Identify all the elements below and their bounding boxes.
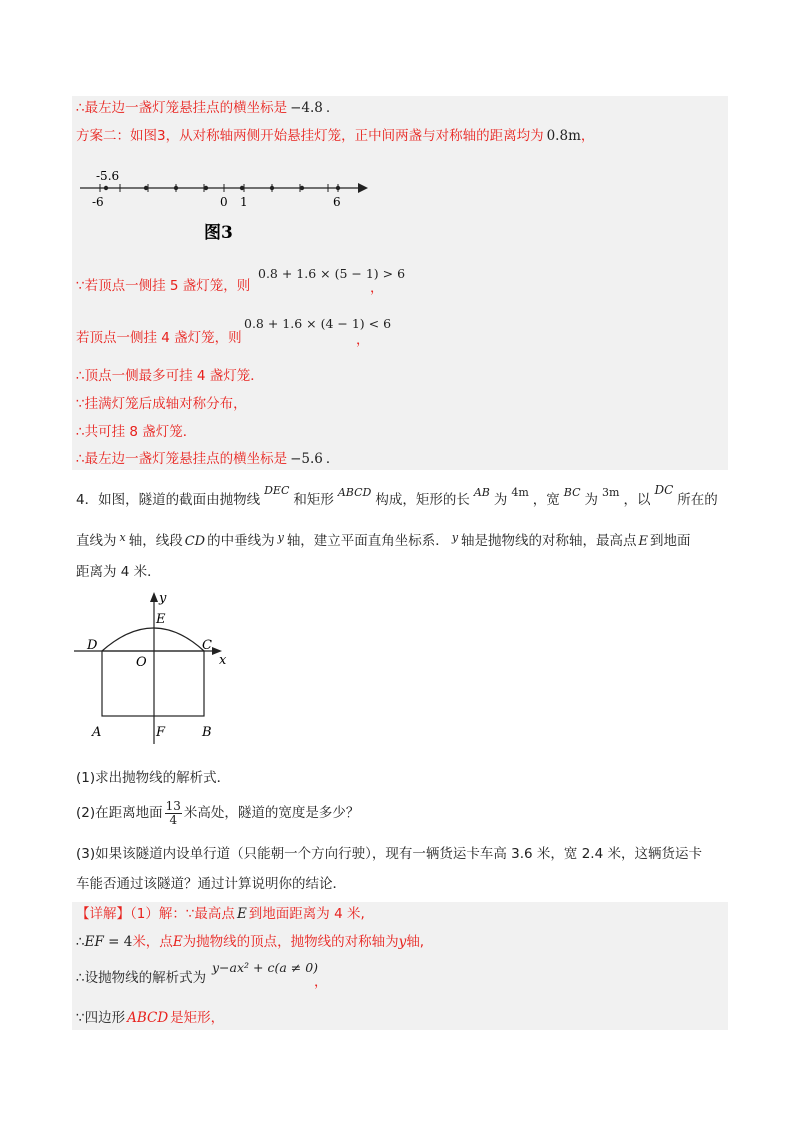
solution-line: ∵若顶点一侧挂 5 盏灯笼，则 [76,278,251,294]
tunnel-figure [72,588,242,748]
inequality-expression: 0.8 + 1.6 × (5 − 1) > 6 [258,266,406,281]
solution-line: 方案二：如图3，从对称轴两侧开始悬挂灯笼，正中间两盏与对称轴的距离均为 0.8m， [76,128,595,144]
point-E-label: E [156,612,166,627]
solution-line: ∴顶点一侧最多可挂 4 盏灯笼． [76,368,264,384]
tick-label-1: 1 [240,195,248,209]
question-1: (1)求出抛物线的解析式． [76,770,231,786]
tick-label-6: 6 [333,195,341,209]
solution-line: ∵挂满灯笼后成轴对称分布， [76,396,247,412]
problem-text: 直线为 $^x$ 轴，线段 CD 的中垂线为 $^y$ 轴，建立平面直角坐标系． $^y$ 轴是抛物线的对称轴，最高点 E 到地面 [76,531,691,549]
point-B-label: B [202,725,212,740]
punctuation: ， [356,332,370,348]
punctuation: ， [314,974,328,990]
label-minus-5-6: -5.6 [96,169,120,183]
question-3-cont: 车能否通过该隧道？通过计算说明你的结论． [76,876,346,892]
solution-line: ∴EF = 4米，点E为抛物线的顶点，抛物线的对称轴为y轴, [76,934,425,950]
problem-text: 距离为 4 米． [76,564,161,580]
solution-line: ∴最左边一盏灯笼悬挂点的横坐标是 −5.6 ． [76,451,340,467]
punctuation: ， [370,280,384,296]
x-axis-label: x [219,653,227,668]
question-2: (2)在距离地面 $\frac{13}{4}$ 米高处，隧道的宽度是多少？ [76,798,360,827]
inequality-expression: 0.8 + 1.6 × (4 − 1) < 6 [244,316,392,331]
solution-line: ∵四边形 ABCD 是矩形， [76,1010,225,1026]
y-axis-label: y [159,591,167,606]
solution-line: 【详解】（1）解：∵最高点 E 到地面距离为 4 米, [76,906,365,922]
point-O-label: O [136,655,147,670]
point-F-label: F [156,725,166,740]
tick-label-0: 0 [220,195,228,209]
problem-text: 4．如图，隧道的截面由抛物线$^{DEC}$和矩形 $^{ABCD}$ 构成，矩形的长 $^{AB}$ 为 $^{4m}$ ，宽 $^{BC}$ 为 $^{3m}$ ，以DC所在的 [76,483,718,508]
tick-label-minus-6: -6 [92,195,104,209]
solution-line: ∴设抛物线的解析式为 [76,970,207,986]
point-D-label: D [87,638,98,653]
point-A-label: A [92,725,102,740]
question-3: (3)如果该隧道内设单行道（只能朝一个方向行驶），现有一辆货运卡车高 3.6 米，宽 2.4 米，这辆货运卡 [76,846,702,862]
number-line-figure [76,166,376,246]
solution-line: ∴共可挂 8 盏灯笼． [76,424,197,440]
point-C-label: C [202,638,212,653]
parabola-expression: y−ax² + c(a ≠ 0) [212,960,319,975]
solution-line: 若顶点一侧挂 4 盏灯笼，则 [76,330,242,346]
figure-caption: 图3 [204,223,233,243]
solution-line: ∴最左边一盏灯笼悬挂点的横坐标是 −4.8 . [76,100,331,116]
